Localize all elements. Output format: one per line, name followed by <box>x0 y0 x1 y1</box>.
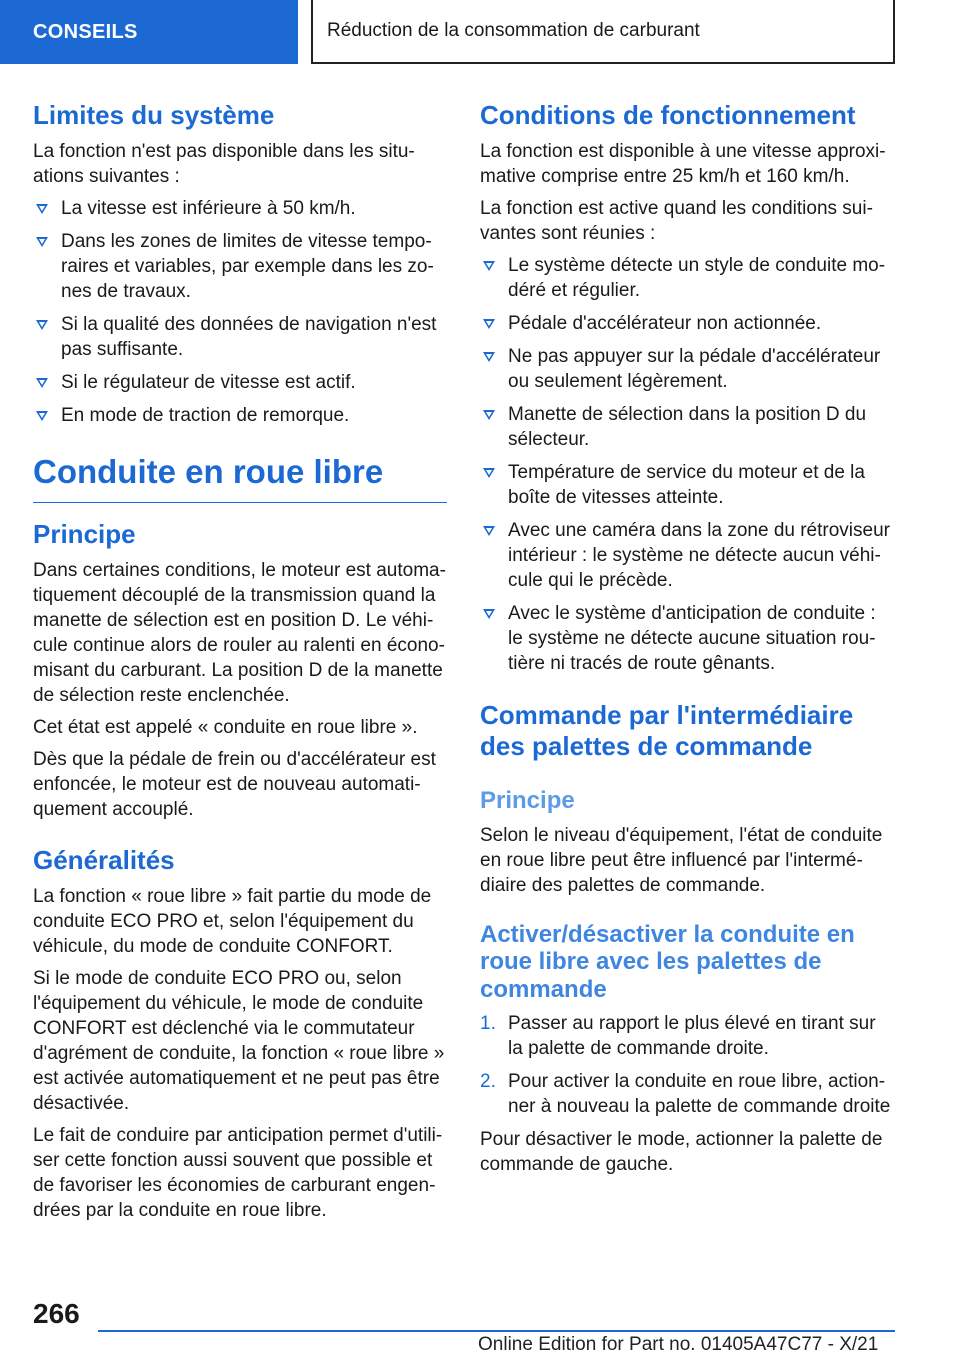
generalites-paragraph: La fonction « roue libre » fait partie du mode de conduite ECO PRO et, selon l'équipement du véhicule, du mode de conduite CONFORT. <box>33 886 432 958</box>
conditions-list <box>480 253 894 676</box>
list-item: Le système détecte un style de conduite mo-déré et régulier. <box>480 253 894 303</box>
triangle-bullet-icon <box>36 237 48 247</box>
principe-heading: Principe <box>33 518 136 549</box>
triangle-bullet-icon <box>483 526 495 536</box>
list-item: Température de service du moteur et de la boîte de vitesses atteinte. <box>480 460 894 510</box>
triangle-bullet-icon <box>483 319 495 329</box>
list-item: La vitesse est inférieure à 50 km/h. <box>33 196 447 221</box>
list-item: Dans les zones de limites de vitesse tempo-raires et variables, par exemple dans les zo-nes de travaux. <box>33 229 447 304</box>
generalites-heading: Généralités <box>33 844 175 875</box>
limits-list <box>33 196 447 428</box>
conditions-paragraph: La fonction est disponible à une vitesse approxi-mative comprise entre 25 km/h et 160 km/h. <box>480 141 886 188</box>
principe-paragraph: Cet état est appelé « conduite en roue libre ». <box>33 716 418 738</box>
conditions-paragraph: La fonction est active quand les conditions sui-vantes sont réunies : <box>480 198 873 245</box>
commande-heading: Commande par l'intermédiaire des palettes de commande <box>480 700 854 762</box>
step-number: 2. <box>480 1071 496 1093</box>
principe-paragraph: Dès que la pédale de frein ou d'accélérateur est enfoncée, le moteur est de nouveau automati-quement accouplé. <box>33 748 436 820</box>
right-column <box>480 100 894 1184</box>
activer-heading: Activer/désactiver la conduite en roue libre avec les palettes de commande <box>480 920 855 1003</box>
conditions-heading: Conditions de fonctionnement <box>480 100 856 130</box>
commande-principe-heading: Principe <box>480 786 575 814</box>
list-item: 1. Passer au rapport le plus élevé en tirant sur la palette de commande droite. <box>480 1013 876 1060</box>
activer-steps <box>480 1011 894 1119</box>
step-number: 1. <box>480 1013 496 1035</box>
triangle-bullet-icon <box>36 411 48 421</box>
section-tab-label: CONSEILS <box>33 20 138 43</box>
principe-paragraph: Dans certaines conditions, le moteur est automa-tiquement découplé de la transmission quand la manette de sélection est en position D. Le véhi-cule continue alors de rouler au ralenti en écono-misant du carburant. La position D de la manette de sélection reste enclenchée. <box>33 559 446 706</box>
limits-heading: Limites du système <box>33 100 275 130</box>
list-item: 2. Pour activer la conduite en roue libre, action-ner à nouveau la palette de commande droite <box>480 1071 891 1118</box>
list-item: Avec le système d'anticipation de conduite : le système ne détecte aucune situation rou-tière ni tracés de route gênants. <box>480 601 894 676</box>
list-item: En mode de traction de remorque. <box>33 403 447 428</box>
list-item: Si le régulateur de vitesse est actif. <box>33 370 447 395</box>
triangle-bullet-icon <box>36 204 48 214</box>
footer-divider <box>98 1330 895 1332</box>
generalites-paragraph: Le fait de conduire par anticipation permet d'utili-ser cette fonction aussi souvent que possible et de favoriser les économies de carburant engen-drées par la conduite en roue libre. <box>33 1125 443 1222</box>
main-heading: Conduite en roue libre <box>33 452 447 503</box>
triangle-bullet-icon <box>483 609 495 619</box>
commande-principe-paragraph: Selon le niveau d'équipement, l'état de conduite en roue libre peut être influencé par l'intermé-diaire des palettes de commande. <box>480 824 883 896</box>
list-item: Manette de sélection dans la position D du sélecteur. <box>480 402 894 452</box>
chapter-title: Réduction de la consommation de carburant <box>327 20 700 41</box>
triangle-bullet-icon <box>36 320 48 330</box>
triangle-bullet-icon <box>36 378 48 388</box>
generalites-paragraph: Si le mode de conduite ECO PRO ou, selon l'équipement du véhicule, le mode de conduite CONFORT est déclenché via le commutateur d'agrément de conduite, la fonction « roue libre » est activée automatiquement et ne peut pas être désactivée. <box>33 968 445 1115</box>
list-item: Pédale d'accélérateur non actionnée. <box>480 311 894 336</box>
left-column <box>33 100 447 1230</box>
page-header-title <box>311 0 895 64</box>
triangle-bullet-icon <box>483 352 495 362</box>
list-item: Si la qualité des données de navigation n'est pas suffisante. <box>33 312 447 362</box>
list-item: Ne pas appuyer sur la pédale d'accélérateur ou seulement légèrement. <box>480 344 894 394</box>
triangle-bullet-icon <box>483 261 495 271</box>
triangle-bullet-icon <box>483 468 495 478</box>
page-number: 266 <box>33 1298 80 1329</box>
triangle-bullet-icon <box>483 410 495 420</box>
activer-after-paragraph: Pour désactiver le mode, actionner la palette de commande de gauche. <box>480 1129 883 1176</box>
list-item: Avec une caméra dans la zone du rétroviseur intérieur : le système ne détecte aucun véhi-cule qui le précède. <box>480 518 894 593</box>
limits-intro: La fonction n'est pas disponible dans les situ-ations suivantes : <box>33 141 415 188</box>
footer-edition: Online Edition for Part no. 01405A47C77 - X/21 <box>478 1334 879 1355</box>
section-tab <box>0 0 298 64</box>
